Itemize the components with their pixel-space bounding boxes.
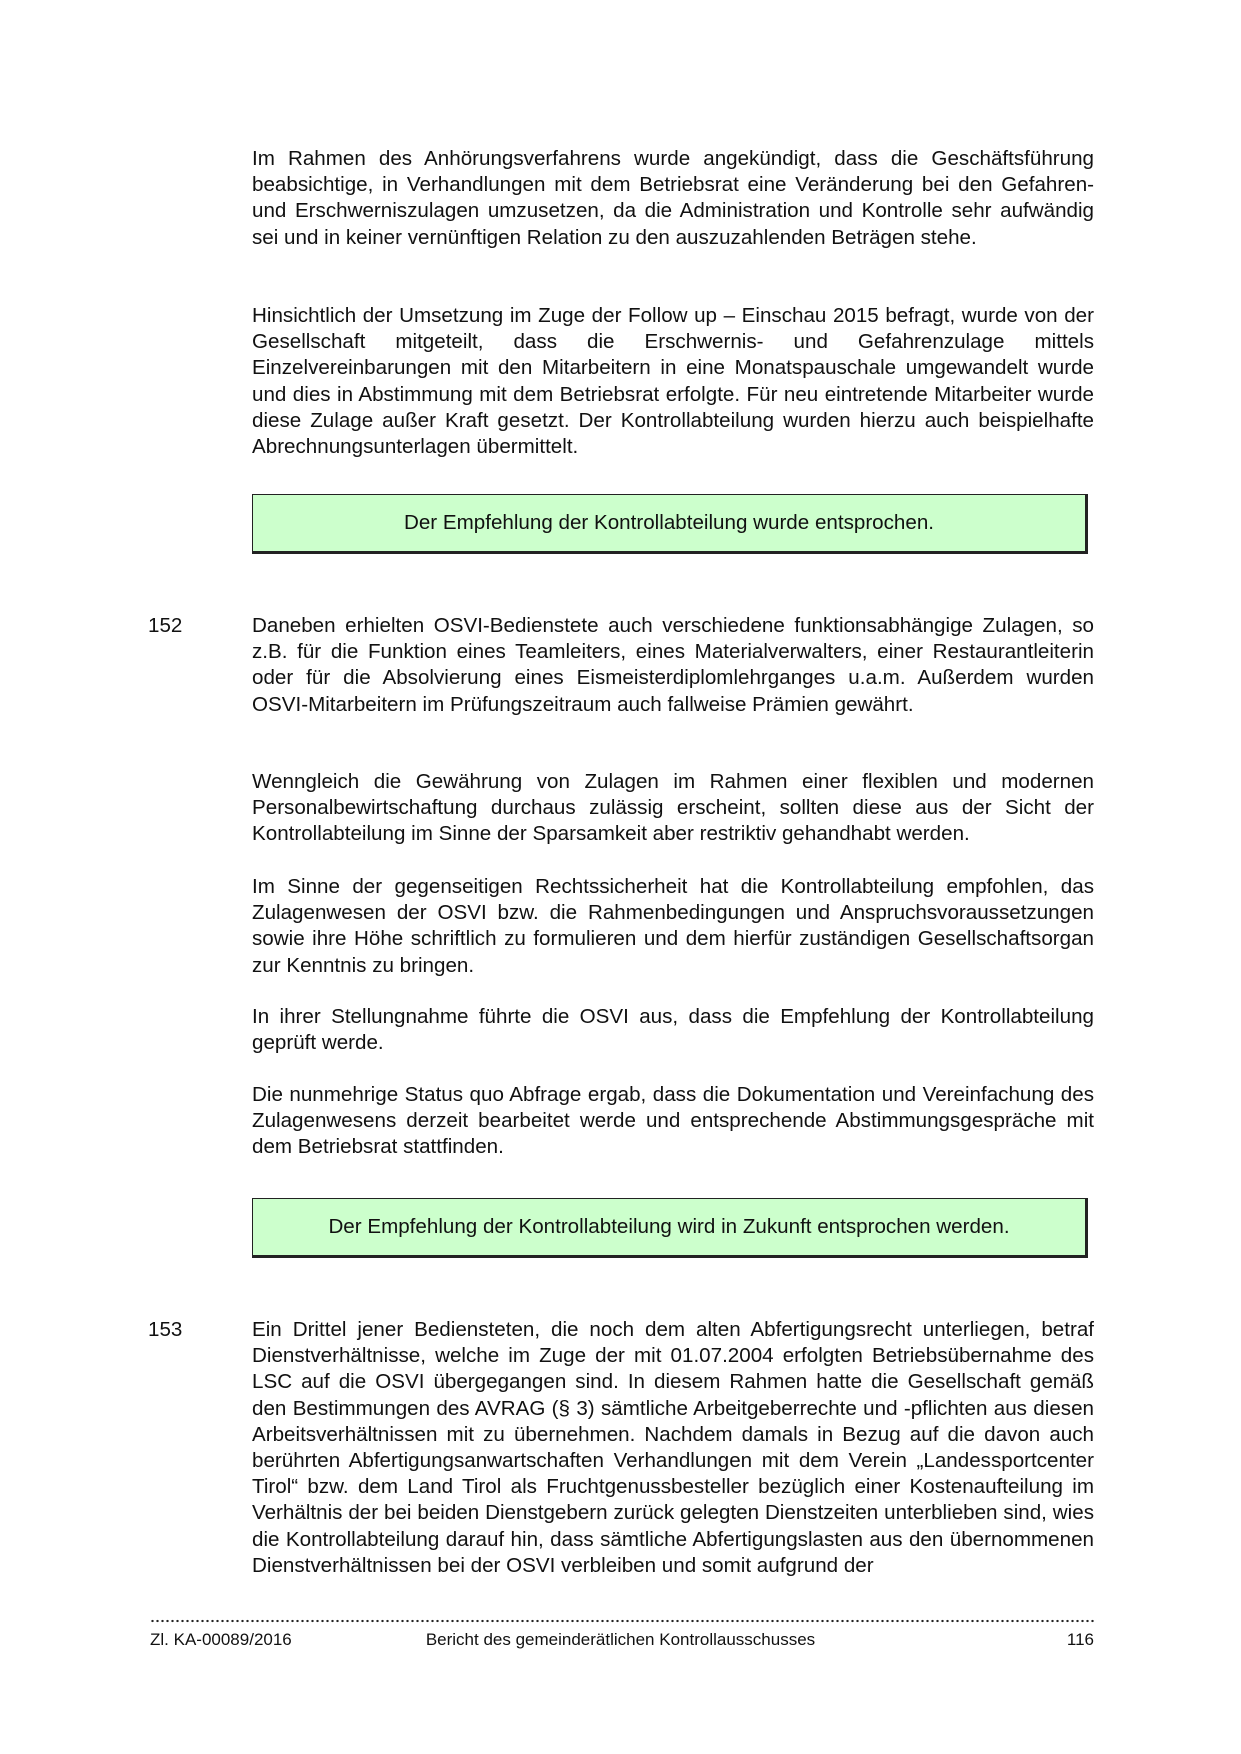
verdict-text: Der Empfehlung der Kontrollabteilung wurde entsprochen. [403,511,935,534]
paragraph: Hinsichtlich der Umsetzung im Zuge der Follow up – Einschau 2015 befragt, wurde von der Gesellschaft mitgeteilt, dass die Erschwernis- und Gefahrenzulage mittels Einzelvereinbarungen mit den Mitarbeitern in eine Monatspauschale umgewandelt wurde und dies in Abstimmung mit dem Betriebsrat erfolgte. Für neu eintretende Mitarbeiter wurde diese Zulage außer Kraft gesetzt. Der Kontrollabteilung wurden hierzu auch beispielhafte Abrechnungsunterlagen übermittelt. [252,304,1094,459]
page-number: 116 [1066,1630,1094,1649]
footer-divider [150,1619,1094,1623]
paragraph: Im Sinne der gegenseitigen Rechtssicherheit hat die Kontrollabteilung empfohlen, das Zulagenwesen der OSVI bzw. die Rahmenbedingungen und Anspruchsvoraussetzungen sowie ihre Höhe schriftlich zu formulieren und dem hierfür zuständigen Gesellschaftsorgan zur Kenntnis zu bringen. [252,875,1094,977]
section-number: 152 [148,614,183,637]
paragraph: Die nunmehrige Status quo Abfrage ergab, dass die Dokumentation und Vereinfachung des Zulagenwesens derzeit bearbeitet werde und entsprechende Abstimmungsgespräche mit dem Betriebsrat stattfinden. [252,1083,1094,1159]
paragraph: Wenngleich die Gewährung von Zulagen im Rahmen einer flexiblen und modernen Personalbewirtschaftung durchaus zulässig erscheint, sollten diese aus der Sicht der Kontrollabteilung im Sinne der Sparsamkeit aber restriktiv gehandhabt werden. [252,770,1094,846]
footer-reference: Zl. KA-00089/2016 [150,1630,292,1649]
verdict-box [252,1198,1088,1258]
section-number: 153 [148,1318,183,1341]
paragraph: Ein Drittel jener Bediensteten, die noch dem alten Abfertigungsrecht unterliegen, betraf Dienstverhältnisse, welche im Zuge der mit 01.07.2004 erfolgten Betriebsübernahme des LSC auf die OSVI übergegangen sind. In diesem Rahmen hatte die Gesellschaft gemäß den Bestimmungen des AVRAG (§ 3) sämtliche Arbeitgeberrechte und -pflichten aus diesen Arbeitsverhältnissen mit zu übernehmen. Nachdem damals in Bezug auf die davon auch berührten Abfertigungsanwartschaften Verhandlungen mit dem Verein „Landessportcenter Tirol“ bzw. dem Land Tirol als Fruchtgenussbesteller bezüglich einer Kostenaufteilung im Verhältnis der bei beiden Dienstgebern zurück gelegten Dienstzeiten unterblieben sind, wies die Kontrollabteilung darauf hin, dass sämtliche Abfertigungslasten aus den übernommenen Dienstverhältnissen bei der OSVI verbleiben und somit aufgrund der [252,1318,1094,1577]
verdict-text: Der Empfehlung der Kontrollabteilung wird in Zukunft entsprochen werden. [328,1215,1010,1238]
paragraph: Im Rahmen des Anhörungsverfahrens wurde angekündigt, dass die Geschäftsführung beabsichtige, in Verhandlungen mit dem Betriebsrat eine Veränderung bei den Gefahren- und Erschwerniszulagen umzusetzen, da die Administration und Kontrolle sehr aufwändig sei und in keiner vernünftigen Relation zu den auszuzahlenden Beträgen stehe. [252,147,1094,249]
paragraph: In ihrer Stellungnahme führte die OSVI aus, dass die Empfehlung der Kontrollabteilung geprüft werde. [252,1005,1094,1055]
verdict-box [252,494,1088,554]
footer-title: Bericht des gemeinderätlichen Kontrollausschusses [425,1630,816,1649]
paragraph: Daneben erhielten OSVI-Bedienstete auch verschiedene funktionsabhängige Zulagen, so z.B. für die Funktion eines Teamleiters, eines Materialverwalters, einer Restaurantleiterin oder für die Absolvierung eines Eismeisterdiplomlehrganges u.a.m. Außerdem wurden OSVI-Mitarbeitern im Prüfungszeitraum auch fallweise Prämien gewährt. [252,614,1094,716]
